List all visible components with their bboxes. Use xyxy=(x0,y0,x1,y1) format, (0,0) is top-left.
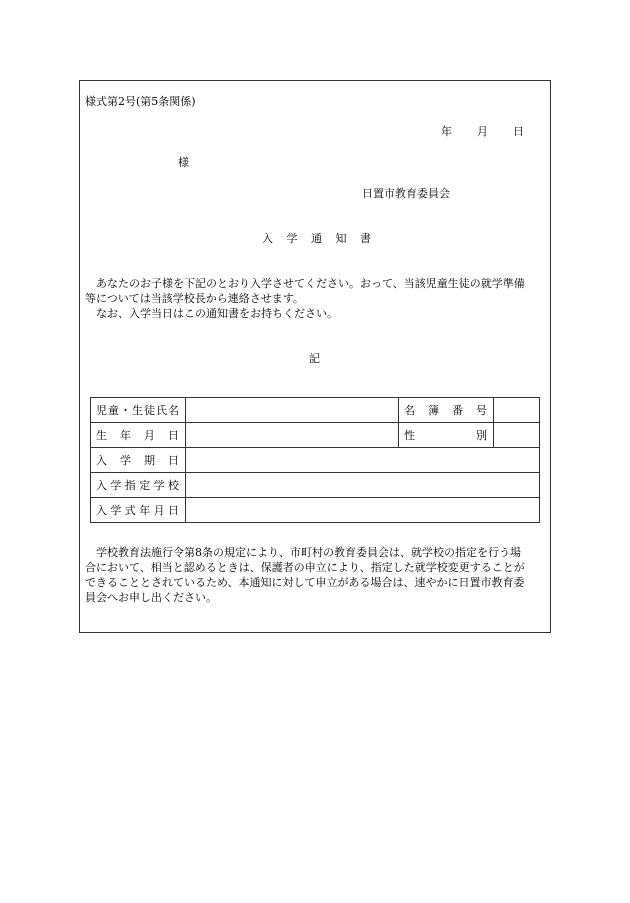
body-line-2: 等については当該学校長から連絡させます。 xyxy=(85,292,304,305)
birth-date-value xyxy=(186,423,399,448)
date-month-label: 月 xyxy=(477,125,488,138)
sex-label-cell xyxy=(399,423,494,448)
entry-date-label: 入 学 期 日 xyxy=(96,454,179,467)
body-line-1: あなたのお子様を下記のとおり入学させてください。おって、当該児童生徒の就学準備 xyxy=(96,277,525,290)
ceremony-date-label-cell xyxy=(91,498,186,523)
footer-paragraph xyxy=(85,545,547,605)
table-row xyxy=(91,498,540,523)
table-row xyxy=(91,398,540,423)
table-row xyxy=(91,448,540,473)
birth-date-label-cell xyxy=(91,423,186,448)
table-row xyxy=(91,423,540,448)
entry-date-label-cell xyxy=(91,448,186,473)
body-note: なお、入学当日はこの通知書をお持ちください。 xyxy=(96,307,338,320)
body-paragraph xyxy=(85,276,547,321)
table-row xyxy=(91,473,540,498)
date-day-label: 日 xyxy=(513,125,524,138)
footer-line-1: 学校教育法施行令第8条の規定により、市町村の教育委員会は、就学校の指定を行う場 xyxy=(96,546,521,559)
student-name-label-cell xyxy=(91,398,186,423)
ki-heading: 記 xyxy=(309,352,320,365)
footer-line-3: できることとされているため、本通知に対して申立がある場合は、速やかに日置市教育委 xyxy=(85,576,525,589)
roll-number-value xyxy=(494,398,540,423)
entry-date-value xyxy=(186,448,540,473)
roll-number-label: 名 簿 番 号 xyxy=(404,404,487,417)
birth-date-label: 生 年 月 日 xyxy=(96,429,179,442)
student-info-table xyxy=(90,397,540,523)
addressee-suffix: 様 xyxy=(178,156,189,169)
roll-number-label-cell xyxy=(399,398,494,423)
issuer: 日置市教育委員会 xyxy=(362,187,450,200)
designated-school-label: 入学指定学校 xyxy=(96,479,179,492)
footer-line-4: 員会へお申し出ください。 xyxy=(85,591,217,604)
sex-label: 性 別 xyxy=(404,429,487,442)
form-number: 様式第2号(第5条関係) xyxy=(85,95,196,108)
document-title: 入 学 通 知 書 xyxy=(262,232,376,245)
student-name-value xyxy=(186,398,399,423)
designated-school-label-cell xyxy=(91,473,186,498)
designated-school-value xyxy=(186,473,540,498)
footer-line-2: 合において、相当と認めるときは、保護者の申立により、指定した就学校変更することが xyxy=(85,561,525,574)
sex-value xyxy=(494,423,540,448)
ceremony-date-label: 入学式年月日 xyxy=(96,504,179,517)
ceremony-date-value xyxy=(186,498,540,523)
student-name-label: 児童・生徒氏名 xyxy=(96,404,179,417)
date-year-label: 年 xyxy=(441,125,452,138)
